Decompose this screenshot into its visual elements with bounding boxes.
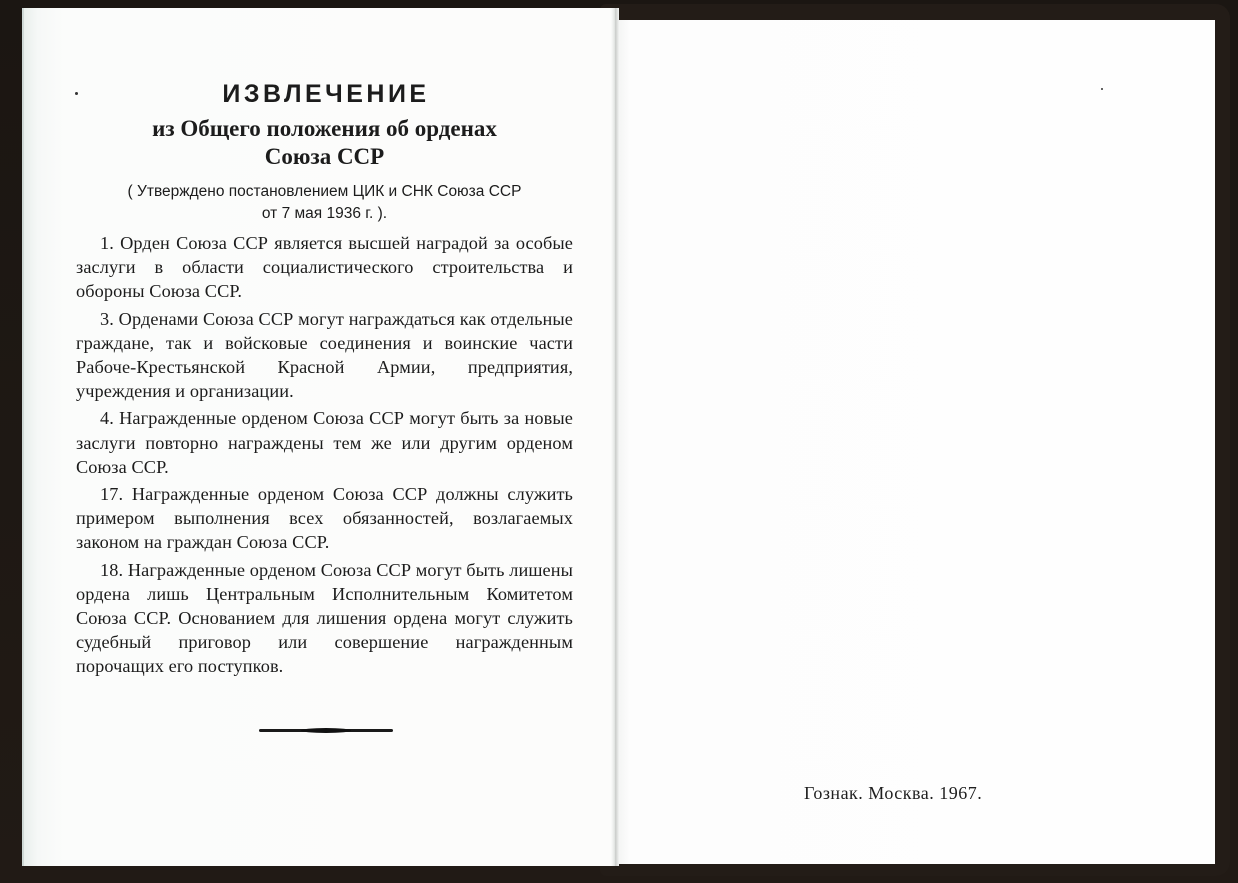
printer-imprint: Гознак. Москва. 1967. — [804, 783, 983, 803]
clause-3: 3. Орденами Союза ССР могут награждаться как отдельные граждане, так и войсковые соединения и воинские части Рабоче-Крестьянской Красной Армии, предприятия, учреждения и организации. — [76, 308, 573, 402]
clause-17: 17. Награжденные орденом Союза ССР должны служить примером выполнения всех обязанностей, возлагаемых законом на граждан Союза ССР. — [76, 484, 573, 553]
extract-text-block — [76, 80, 573, 682]
right-page — [616, 20, 1215, 864]
ornamental-dash — [259, 729, 393, 732]
clause-4: 4. Награжденные орденом Союза ССР могут быть за новые заслуги повторно награждены тем же или другим орденом Союза ССР. — [76, 408, 573, 477]
document-subtitle-line1: из Общего положения об орденах — [152, 116, 497, 141]
document-title: ИЗВЛЕЧЕНИЕ — [222, 80, 430, 108]
approval-note-line1: ( Утверждено постановлением ЦИК и СНК Союза ССР — [127, 183, 522, 200]
paper-speck — [1101, 88, 1103, 90]
approval-note-line2: от 7 мая 1936 г. ). — [261, 205, 388, 222]
approval-note — [76, 181, 573, 225]
document-subtitle-line2: Союза ССР — [264, 144, 385, 169]
clause-1: 1. Орден Союза ССР является высшей наградой за особые заслуги в области социалистического строительства и обороны Союза ССР. — [76, 233, 573, 302]
clause-18: 18. Награжденные орденом Союза ССР могут быть лишены ордена лишь Центральным Исполнительным Комитетом Союза ССР. Основанием для лишения ордена могут служить судебный приговор или совершение награжденным порочащих его поступков. — [76, 559, 574, 677]
page-gutter — [611, 8, 619, 866]
